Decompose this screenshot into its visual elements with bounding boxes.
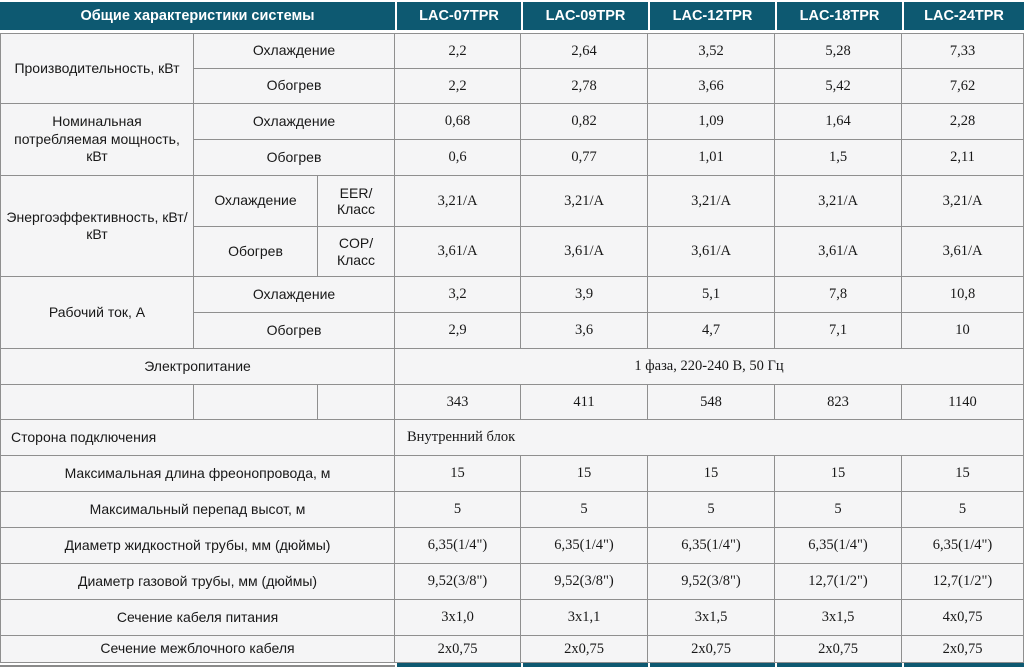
- mode-cell: Охлаждение: [194, 104, 395, 140]
- value-cell: 4x0,75: [902, 600, 1024, 636]
- table-row: [0, 277, 1024, 313]
- value-cell: 5,28: [775, 33, 902, 69]
- value-cell: 0,82: [521, 104, 648, 140]
- value-cell: 15: [902, 456, 1024, 492]
- value-cell: 3x1,0: [395, 600, 521, 636]
- value-cell: 5: [775, 492, 902, 528]
- value-cell: 1,5: [775, 140, 902, 176]
- value-cell: 6,35(1/4"): [648, 528, 775, 564]
- mode-cell: Охлаждение: [194, 176, 318, 227]
- value-cell: 2x0,75: [648, 636, 775, 663]
- mode-cell: Охлаждение: [194, 33, 395, 69]
- mode-cell: Обогрев: [194, 227, 318, 277]
- next-section-header-partial: [0, 663, 1024, 667]
- value-cell: 7,62: [902, 69, 1024, 104]
- value-cell: 3,61/A: [902, 227, 1024, 277]
- value-cell: 3,21/A: [902, 176, 1024, 227]
- value-cell: 3,21/A: [648, 176, 775, 227]
- row-label-gas-pipe-diameter: Диаметр газовой трубы, мм (дюймы): [0, 564, 395, 600]
- value-cell: 2,78: [521, 69, 648, 104]
- table-row: [0, 349, 1024, 385]
- model-header-lac-24tpr: LAC-24TPR: [902, 0, 1024, 33]
- value-cell: 5: [648, 492, 775, 528]
- value-cell: 7,33: [902, 33, 1024, 69]
- value-cell: 3,2: [395, 277, 521, 313]
- value-cell: 5,1: [648, 277, 775, 313]
- value-cell: 6,35(1/4"): [395, 528, 521, 564]
- table-row: [0, 600, 1024, 636]
- value-cell: 1,09: [648, 104, 775, 140]
- mode-cell: Обогрев: [194, 313, 395, 349]
- value-cell: 6,35(1/4"): [521, 528, 648, 564]
- empty-cell: [194, 385, 318, 420]
- mode-cell: Охлаждение: [194, 277, 395, 313]
- table-row: [0, 33, 1024, 69]
- table-row: [0, 456, 1024, 492]
- value-cell: 2,2: [395, 69, 521, 104]
- value-cell: 3,61/A: [395, 227, 521, 277]
- table-row: [0, 528, 1024, 564]
- group-label-operating-current: Рабочий ток, А: [0, 277, 194, 349]
- metric-line: Класс: [336, 251, 376, 268]
- metric-line: COP/: [338, 235, 374, 252]
- value-cell: 5,42: [775, 69, 902, 104]
- value-cell: 9,52(3/8"): [648, 564, 775, 600]
- mode-cell: Обогрев: [194, 69, 395, 104]
- value-cell: 2,64: [521, 33, 648, 69]
- value-cell: 7,8: [775, 277, 902, 313]
- band-light-cell: [0, 663, 395, 667]
- value-cell: 15: [521, 456, 648, 492]
- row-label-max-height-diff: Максимальный перепад высот, м: [0, 492, 395, 528]
- value-cell: 823: [775, 385, 902, 420]
- value-cell: 3,6: [521, 313, 648, 349]
- value-cell: 3x1,5: [648, 600, 775, 636]
- table-row: [0, 420, 1024, 456]
- value-cell: 343: [395, 385, 521, 420]
- value-cell: 1,01: [648, 140, 775, 176]
- row-label-liquid-pipe-diameter: Диаметр жидкостной трубы, мм (дюймы): [0, 528, 395, 564]
- table-row: [0, 564, 1024, 600]
- row-label-power-cable-section: Сечение кабеля питания: [0, 600, 395, 636]
- metric-line: EER/: [339, 184, 373, 201]
- group-label-capacity: Производительность, кВт: [0, 33, 194, 104]
- band-dark-cell: [902, 663, 1024, 667]
- value-cell: 0,6: [395, 140, 521, 176]
- value-cell: 3,52: [648, 33, 775, 69]
- value-cell: 6,35(1/4"): [902, 528, 1024, 564]
- value-cell: 3x1,5: [775, 600, 902, 636]
- value-cell: 12,7(1/2"): [775, 564, 902, 600]
- row-label-power-supply: Электропитание: [0, 349, 395, 385]
- connection-side-value: Внутренний блок: [395, 420, 1024, 456]
- value-cell: 10: [902, 313, 1024, 349]
- table-row: [0, 104, 1024, 140]
- value-cell: 15: [775, 456, 902, 492]
- value-cell: 6,35(1/4"): [775, 528, 902, 564]
- empty-cell: [318, 385, 395, 420]
- value-cell: 0,77: [521, 140, 648, 176]
- value-cell: 12,7(1/2"): [902, 564, 1024, 600]
- row-label-max-pipe-length: Максимальная длина фреонопровода, м: [0, 456, 395, 492]
- value-cell: 2x0,75: [521, 636, 648, 663]
- value-cell: 3x1,1: [521, 600, 648, 636]
- band-dark-cell: [775, 663, 902, 667]
- value-cell: 9,52(3/8"): [395, 564, 521, 600]
- value-cell: 5: [902, 492, 1024, 528]
- value-cell: 2,11: [902, 140, 1024, 176]
- value-cell: 2,2: [395, 33, 521, 69]
- value-cell: 15: [395, 456, 521, 492]
- value-cell: 15: [648, 456, 775, 492]
- metric-cell-eer: [318, 176, 395, 227]
- model-header-lac-18tpr: LAC-18TPR: [775, 0, 902, 33]
- value-cell: 2,9: [395, 313, 521, 349]
- band-dark-cell: [648, 663, 775, 667]
- value-cell: 3,21/A: [521, 176, 648, 227]
- band-dark-cell: [395, 663, 521, 667]
- header-row: [0, 0, 1024, 33]
- value-cell: 3,61/A: [775, 227, 902, 277]
- value-cell: 1140: [902, 385, 1024, 420]
- value-cell: 9,52(3/8"): [521, 564, 648, 600]
- table-title: Общие характеристики системы: [0, 0, 395, 33]
- band-dark-cell: [521, 663, 648, 667]
- metric-cell-cop: [318, 227, 395, 277]
- value-cell: 548: [648, 385, 775, 420]
- value-cell: 2,28: [902, 104, 1024, 140]
- group-label-power-consumption: Номинальная потребляемая мощность, кВт: [0, 104, 194, 176]
- value-cell: 411: [521, 385, 648, 420]
- row-label-interunit-cable-section: Сечение межблочного кабеля: [0, 636, 395, 663]
- table-row: [0, 385, 1024, 420]
- value-cell: 10,8: [902, 277, 1024, 313]
- empty-cell: [0, 385, 194, 420]
- value-cell: 2x0,75: [395, 636, 521, 663]
- mode-cell: Обогрев: [194, 140, 395, 176]
- model-header-lac-09tpr: LAC-09TPR: [521, 0, 648, 33]
- value-cell: 5: [521, 492, 648, 528]
- value-cell: 3,21/A: [395, 176, 521, 227]
- value-cell: 2x0,75: [775, 636, 902, 663]
- row-label-connection-side: Сторона подключения: [0, 420, 395, 456]
- value-cell: 3,61/A: [521, 227, 648, 277]
- value-cell: 5: [395, 492, 521, 528]
- value-cell: 3,9: [521, 277, 648, 313]
- value-cell: 7,1: [775, 313, 902, 349]
- value-cell: 3,61/A: [648, 227, 775, 277]
- power-supply-value: 1 фаза, 220-240 В, 50 Гц: [395, 349, 1024, 385]
- value-cell: 3,21/A: [775, 176, 902, 227]
- metric-line: Класс: [336, 201, 376, 217]
- table-row: [0, 636, 1024, 663]
- value-cell: 4,7: [648, 313, 775, 349]
- value-cell: 0,68: [395, 104, 521, 140]
- value-cell: 2x0,75: [902, 636, 1024, 663]
- table-row: [0, 176, 1024, 227]
- group-label-energy-efficiency: Энергоэффективность, кВт/кВт: [0, 176, 194, 277]
- table-row: [0, 492, 1024, 528]
- value-cell: 3,66: [648, 69, 775, 104]
- model-header-lac-12tpr: LAC-12TPR: [648, 0, 775, 33]
- model-header-lac-07tpr: LAC-07TPR: [395, 0, 521, 33]
- value-cell: 1,64: [775, 104, 902, 140]
